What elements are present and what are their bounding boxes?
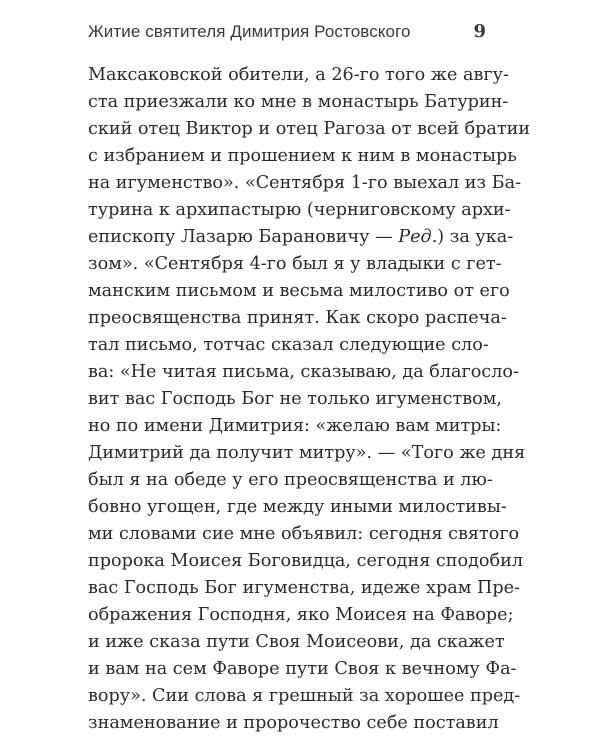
text-line: на игуменство». «Сентября 1-го выехал из Ба-	[88, 173, 522, 193]
text-line: был я на обеде у его преосвященства и лю-	[88, 470, 493, 490]
text-line: но по имени Димитрия: «желаю вам митры:	[88, 416, 502, 436]
text-line: ва: «Не читая письма, сказываю, да благосло-	[88, 362, 519, 382]
running-head	[88, 22, 486, 52]
editor-note: Ред.	[398, 227, 438, 247]
running-title: Житие святителя Димитрия Ростовского	[88, 22, 411, 41]
text-line: ми словами сие мне объявил: сегодня святого	[88, 524, 520, 544]
text-line: с избранием и прошением к ним в монастырь	[88, 146, 517, 166]
text-line: ста приезжали ко мне в монастырь Батурин-	[88, 92, 509, 112]
text-line: знаменование и пророчество себе поставил	[88, 713, 499, 733]
text-line: вас Господь Бог игуменства, идеже храм Пре-	[88, 578, 520, 598]
text-line: вору». Сии слова я грешный за хорошее пред-	[88, 686, 521, 706]
text-line: манским письмом и весьма милостиво от его	[88, 281, 510, 301]
text-line: бовно угощен, где между иными милостивы-	[88, 497, 507, 517]
text-line: Димитрий да получит митру». — «Того же дня	[88, 443, 526, 463]
text-line: ображения Господня, яко Моисея на Фаворе;	[88, 605, 514, 625]
text-line: и вам на сем Фаворе пути Своя к вечному Фа-	[88, 659, 517, 679]
text-line: турина к архипастырю (черниговскому архи-	[88, 200, 511, 220]
text-line: тал письмо, тотчас сказал следующие сло-	[88, 335, 489, 355]
text-line: зом». «Сентября 4-го был я у владыки с гет-	[88, 254, 502, 274]
body-text	[88, 62, 531, 737]
page-number: 9	[473, 21, 486, 42]
text-line: пророка Моисея Боговидца, сегодня сподобил	[88, 551, 524, 571]
text-line: и иже сказа пути Своя Моисеови, да скажет	[88, 632, 505, 652]
text-line: преосвященства принят. Как скоро распеча-	[88, 308, 507, 328]
text-line: епископу Лазарю Барановичу — Ред.) за ука-	[88, 227, 514, 247]
text-line: вит вас Господь Бог не только игуменством,	[88, 389, 503, 409]
text-line: ский отец Виктор и отец Рагоза от всей братии	[88, 119, 531, 139]
text-line: Максаковской обители, а 26-го того же авгу-	[88, 65, 509, 85]
